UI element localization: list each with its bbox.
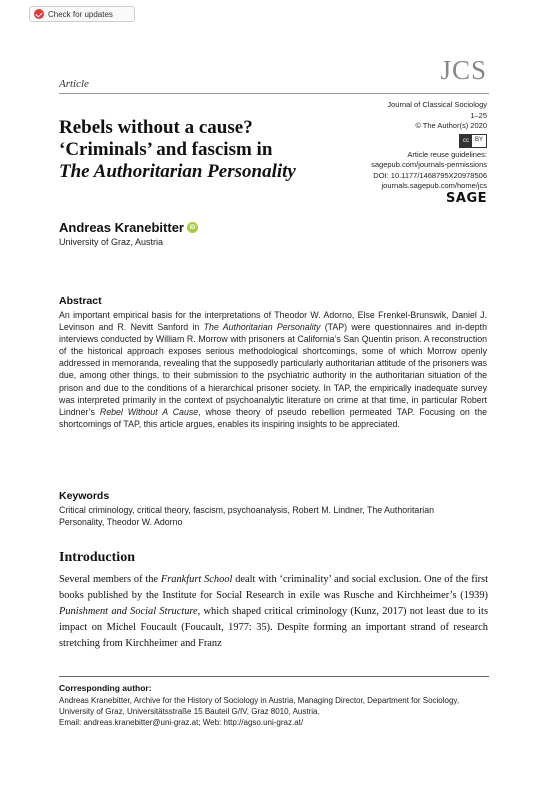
journal-home-link[interactable]: journals.sagepub.com/home/jcs	[381, 181, 487, 190]
header-rule	[59, 93, 489, 94]
check-updates-icon	[34, 9, 44, 19]
check-for-updates-button[interactable]	[29, 6, 135, 22]
check-updates-label: Check for updates	[48, 9, 113, 19]
corresponding-author-heading: Corresponding author:	[59, 683, 152, 693]
author-affiliation: University of Graz, Austria	[59, 237, 164, 247]
permissions-link[interactable]: sagepub.com/journals-permissions	[371, 160, 487, 169]
journal-name: Journal of Classical Sociology	[387, 100, 487, 109]
article-type-label: Article	[59, 78, 89, 90]
keywords-heading: Keywords	[59, 490, 110, 502]
creative-commons-icon: cc BY	[459, 134, 487, 148]
keywords-text: Critical criminology, critical theory, fascism, psychoanalysis, Robert M. Lindner, The Authoritarian Personality, Theodor W. Adorno	[59, 505, 434, 528]
abstract-text: An important empirical basis for the interpretations of Theodor W. Adorno, Else Frenkel-Brunswik, Daniel J. Levinson and R. Nevitt Sanford in The Authoritarian Personality (TAP) were questionnaires and in-depth interviews conducted by William R. Morrow with prisoners at California’s San Quentin prison. A reconstruction of the historical approach exposes serious methodological shortcomings, some of which Morrow openly addressed in memoranda, revealing that the supposedly particularly authoritarian attitude of the prisoners was due, among other things, to their submission to the psychiatric authority in the authoritarian situation of the prison and due to the conditions of a hierarchical prisoner society. In TAP, the empirically inadequate survey was interpreted primarily in the context of psychoanalytic literature on crime at that time, in particular Robert Lindner’s Rebel Without A Cause, whose theory of pseudo rebellion permeated TAP. Focusing on the shortcomings of TAP, this article argues, enables its inspiring insights to be appreciated.	[59, 310, 487, 429]
reuse-guidelines-label: Article reuse guidelines:	[407, 149, 487, 159]
corresponding-author-details: Andreas Kranebitter, Archive for the History of Sociology in Austria, Managing Director, Department for Sociology, University of Graz, Universitätsstraße 15 Bauteil G/IV, Graz 8010, Austria. Email: andreas.kranebitter@uni-graz.at; Web: http://agso.uni-graz.at/	[59, 696, 460, 727]
journal-logo: JCS	[440, 55, 487, 85]
copyright: © The Author(s) 2020	[415, 121, 487, 130]
footnote-rule	[59, 676, 489, 677]
introduction-heading: Introduction	[59, 550, 135, 565]
orcid-icon[interactable]: iD	[187, 222, 198, 233]
introduction-text: Several members of the Frankfurt School dealt with ‘criminality’ and social exclusion. One of the first books published by the Institute for Social Research in exile was Rusche and Kirchheimer’s (1939) Punishment and Social Structure, which shaped critical criminology (Kunz, 2017) not least due to its impact on Michel Foucault (Foucault, 1977: 35). Despite forming an important strand of research stretching from Kirchheimer and Franz	[59, 574, 488, 649]
author-name: Andreas Kranebitter iD	[59, 220, 198, 235]
page-range: 1–25	[470, 110, 487, 120]
doi[interactable]: DOI: 10.1177/1468795X20978506	[373, 170, 487, 180]
paper-title: Rebels without a cause? ‘Criminals’ and fascism in The Authoritarian Personality	[59, 117, 296, 182]
abstract-heading: Abstract	[59, 295, 102, 307]
sage-logo: SAGE	[446, 190, 487, 206]
